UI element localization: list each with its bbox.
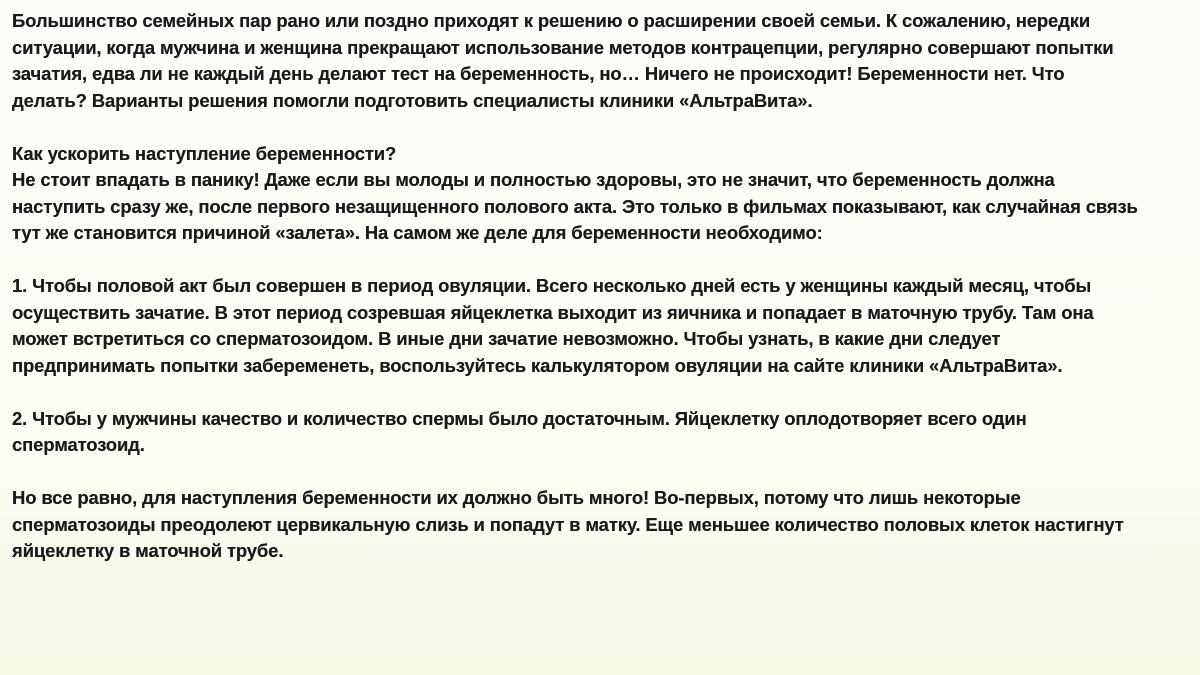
- text-line: Не стоит впадать в панику! Даже если вы молоды и полностью здоровы, это не значит, что беременность должна: [12, 169, 1055, 190]
- text-line: 1. Чтобы половой акт был совершен в период овуляции. Всего несколько дней есть у женщины каждый месяц, чтобы: [12, 275, 1092, 296]
- text-line: наступить сразу же, после первого незащищенного полового акта. Это только в фильмах показывают, как случайная связь: [12, 195, 1138, 217]
- text-line: зачатия, едва ли не каждый день делают тест на беременность, но… Ничего не происходит! Беременности нет. Что: [12, 63, 1065, 84]
- text-line: сперматозоиды преодолеют цервикальную слизь и попадут в матку. Еще меньшее количество половых клеток настигнут: [12, 513, 1124, 535]
- text-line: ситуации, когда мужчина и женщина прекращают использование методов контрацепции, регулярно совершают попытки: [12, 36, 1114, 58]
- paragraph-gap: [12, 459, 1188, 486]
- closing-paragraph: [12, 485, 1188, 565]
- section-paragraph: [12, 141, 1188, 247]
- text-line: сперматозоид.: [12, 434, 145, 455]
- paragraph-gap: [12, 114, 1188, 141]
- text-line: может встретиться со сперматозоидом. В иные дни зачатие невозможно. Чтобы узнать, в какие дни следует: [12, 328, 1001, 349]
- text-line: делать? Варианты решения помогли подготовить специалисты клиники «АльтраВита».: [12, 89, 813, 111]
- paragraph-gap: [12, 247, 1188, 274]
- paragraph-gap: [12, 379, 1188, 406]
- list-item-2: [12, 406, 1188, 459]
- text-line: предпринимать попытки забеременеть, воспользуйтесь калькулятором овуляции на сайте клиники «АльтраВита».: [12, 354, 1063, 376]
- text-line: Но все равно, для наступления беременности их должно быть много! Во-первых, потому что лишь некоторые: [12, 487, 1021, 508]
- text-line: 2. Чтобы у мужчины качество и количество спермы было достаточным. Яйцеклетку оплодотворяет всего один: [12, 407, 1027, 429]
- list-item-1: [12, 273, 1188, 379]
- text-line: осуществить зачатие. В этот период созревшая яйцеклетка выходит из яичника и попадает в маточную трубу. Там она: [12, 301, 1094, 323]
- text-line: яйцеклетку в маточной трубе.: [12, 540, 284, 561]
- intro-paragraph: [12, 8, 1188, 114]
- section-heading: Как ускорить наступление беременности?: [12, 142, 397, 164]
- text-line: тут же становится причиной «залета». На самом же деле для беременности необходимо:: [12, 222, 823, 243]
- text-line: Большинство семейных пар рано или поздно приходят к решению о расширении своей семьи. К сожалению, нередки: [12, 10, 1091, 31]
